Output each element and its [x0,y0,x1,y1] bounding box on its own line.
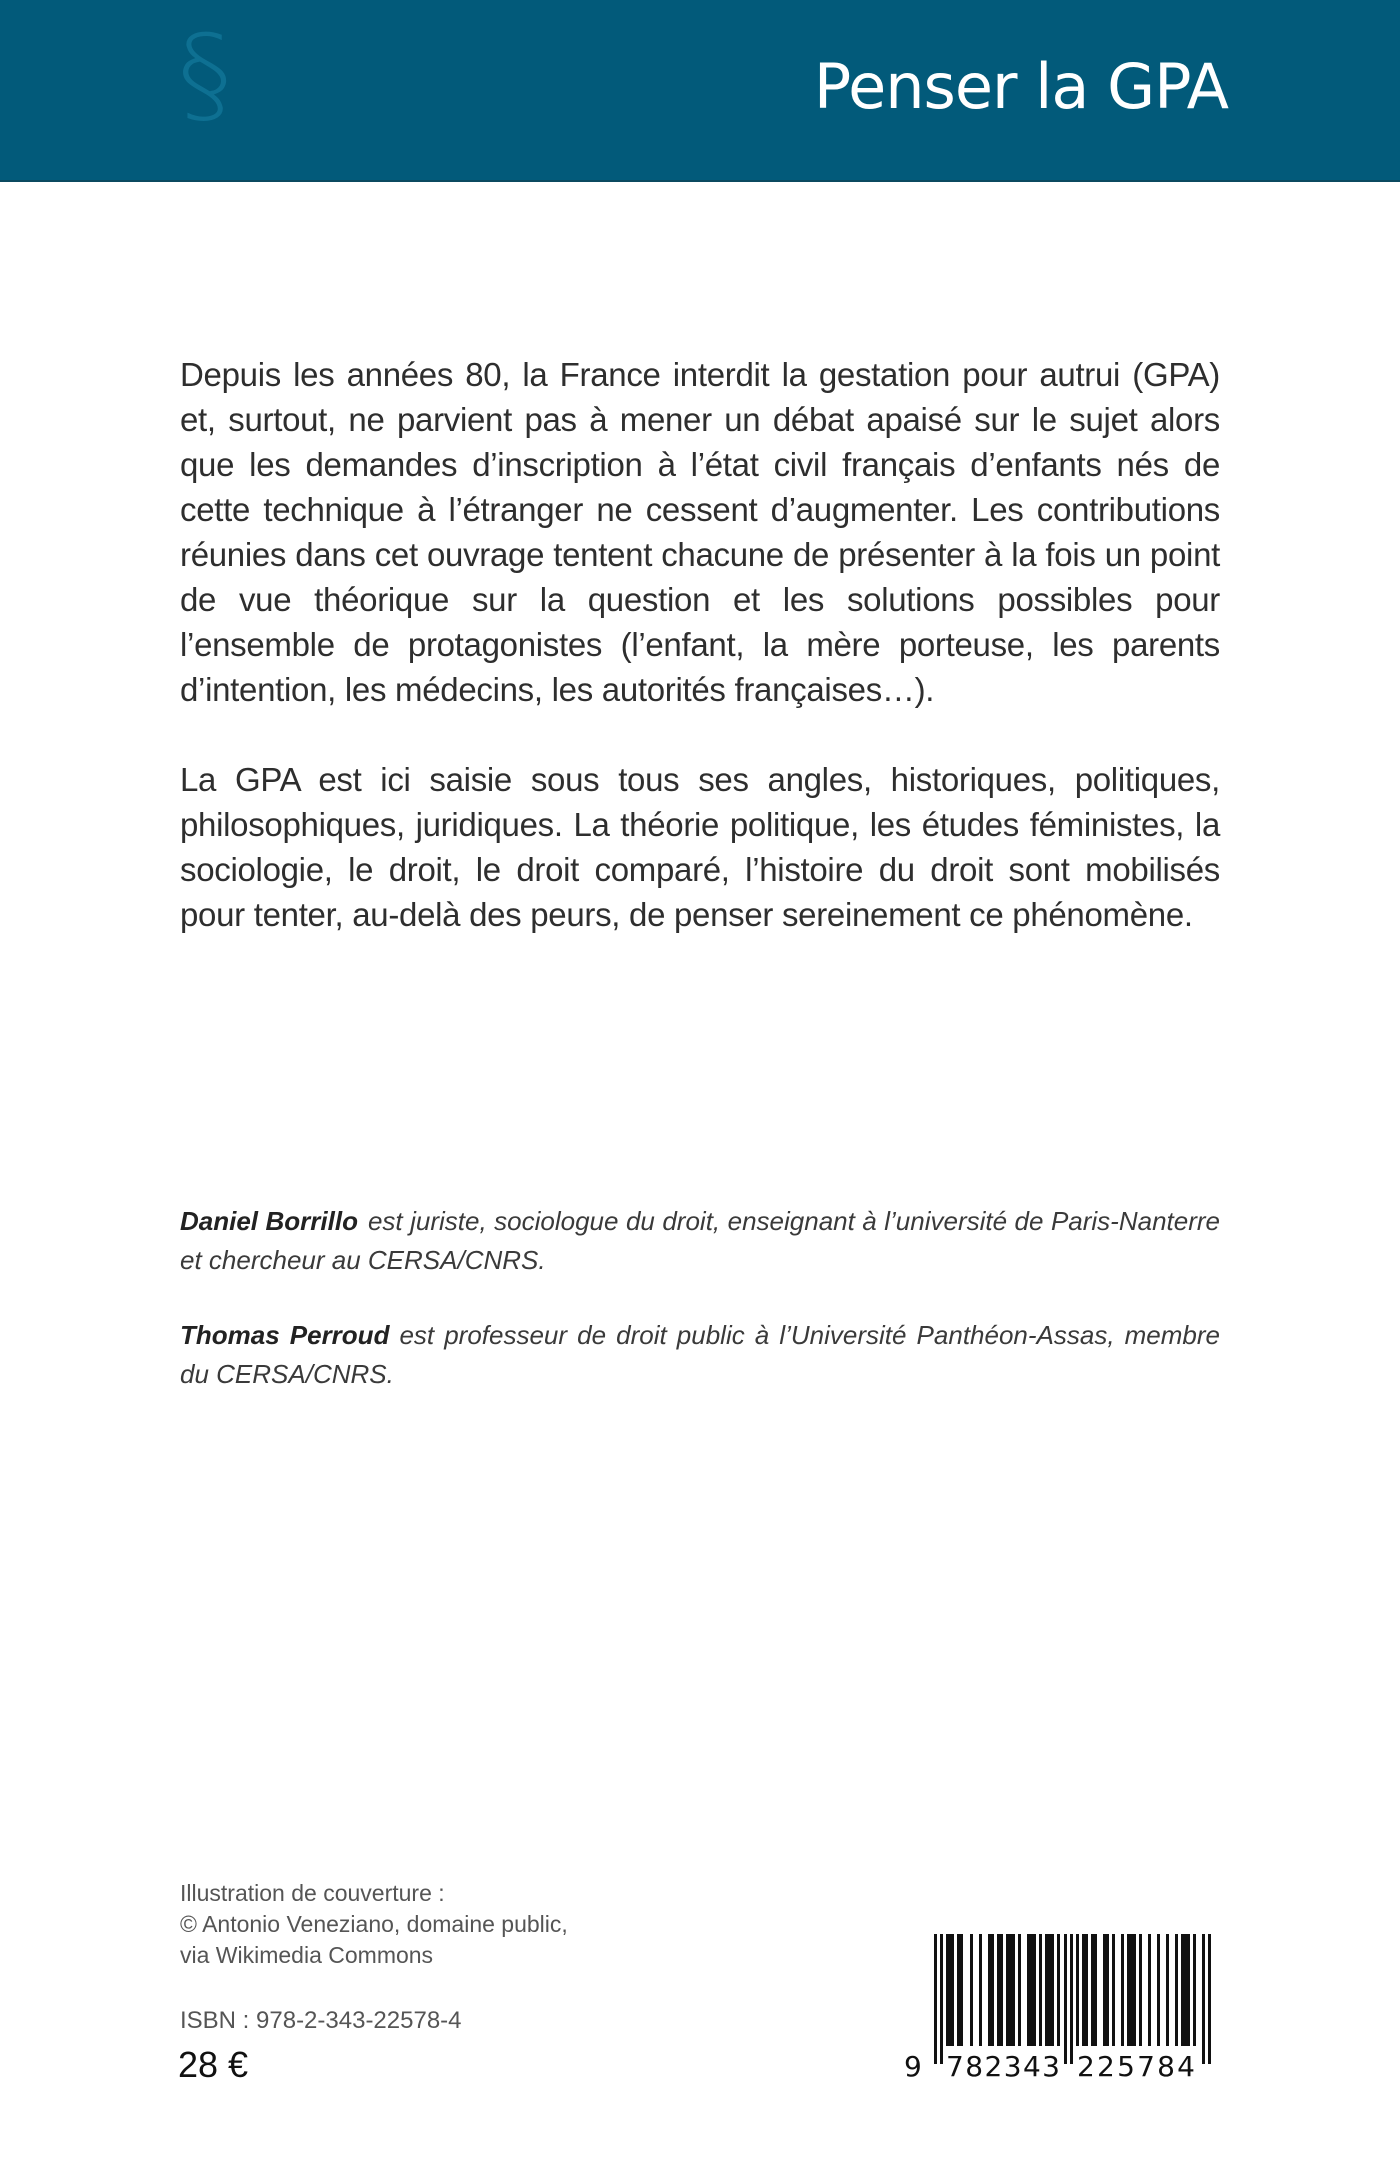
illustration-credits [180,1878,568,1971]
price: 28 € [178,2044,249,2085]
barcode-icon [900,1934,1220,2084]
header-band [0,0,1400,182]
back-cover-blurb [180,352,1220,937]
author-name: Daniel Borrillo [180,1206,358,1236]
section-symbol-icon: § [178,13,232,138]
barcode-first-digit: 9 [904,2050,922,2083]
book-title: Penser la GPA [813,50,1228,123]
author-name: Thomas Perroud [180,1320,390,1350]
barcode-right-digits: 225784 [1077,2050,1195,2083]
isbn: ISBN : 978-2-343-22578-4 [180,2007,462,2034]
author-bio [180,1202,1220,1280]
author-description: est professeur de droit public à l’Université Panthéon-Assas, membre du CERSA/CNRS. [180,1320,1220,1389]
blurb-paragraph: La GPA est ici saisie sous tous ses angles, historiques, politiques, philosophiques, juridiques. La théorie politique, les études féministes, la sociologie, le droit, le droit comparé, l’histoire du droit sont mobilisés pour tenter, au-delà des peurs, de penser sereinement ce phénomène. [180,761,1220,933]
author-description: est juriste, sociologue du droit, enseignant à l’université de Paris-Nanterre et chercheur au CERSA/CNRS. [180,1206,1220,1275]
barcode [900,1934,1220,2084]
blurb-paragraph: Depuis les années 80, la France interdit la gestation pour autrui (GPA) et, surtout, ne parvient pas à mener un débat apaisé sur le sujet alors que les demandes d’inscription à l’état civil français d’enfants nés de cette technique à l’étranger ne cessent d’augmenter. Les contributions réunies dans cet ouvrage tentent chacune de présenter à la fois un point de vue théorique sur la question et les solutions possibles pour l’ensemble de protagonistes (l’enfant, la mère porteuse, les parents d’intention, les médecins, les autorités françaises…). [180,356,1220,708]
barcode-left-digits: 782343 [946,2050,1060,2083]
credit-line: © Antonio Veneziano, domaine public, [180,1911,568,1937]
credit-line: Illustration de couverture : [180,1880,445,1906]
author-bios [180,1202,1220,1394]
credit-line: via Wikimedia Commons [180,1942,434,1968]
author-bio [180,1316,1220,1394]
